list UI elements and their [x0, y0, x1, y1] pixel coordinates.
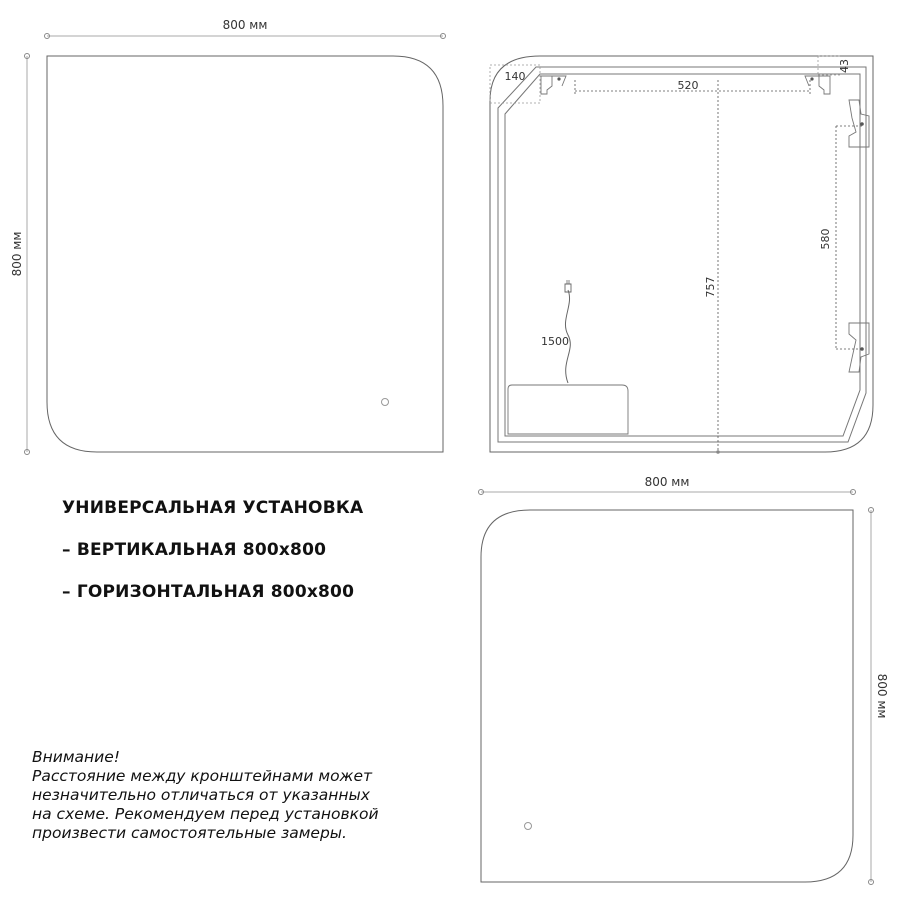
note-line: незначительно отличаться от указанных [32, 786, 370, 804]
horizontal-width-label: 800 мм [644, 475, 690, 489]
install-vertical: – ВЕРТИКАЛЬНАЯ 800х800 [62, 540, 327, 560]
back-view [490, 56, 873, 454]
front-width-label: 800 мм [222, 18, 268, 32]
note-heading: Внимание! [32, 748, 120, 766]
power-box [508, 385, 628, 434]
back-frame-outer [498, 67, 866, 442]
back-mirror-outline [490, 56, 873, 452]
warning-note [32, 748, 462, 843]
note-line: произвести самостоятельные замеры. [32, 824, 347, 842]
front-view [10, 18, 446, 455]
touch-sensor-icon [525, 823, 532, 830]
front-mirror-outline [47, 56, 443, 452]
back-frame-inner [505, 74, 860, 436]
front-height-label: 800 мм [10, 231, 24, 277]
horizontal-mirror-outline [481, 510, 853, 882]
cable-length-label: 1500 [541, 335, 569, 348]
bracket-top-left [541, 76, 566, 94]
bracket-span-label: 520 [677, 79, 699, 92]
note-line: на схеме. Рекомендуем перед установкой [32, 805, 379, 823]
vertical-dimension-label: 757 [704, 276, 717, 298]
corner-dimension-label: 140 [504, 70, 526, 83]
install-horizontal: – ГОРИЗОНТАЛЬНАЯ 800х800 [62, 582, 355, 602]
side-span-label: 580 [819, 228, 832, 250]
touch-sensor-icon [382, 399, 389, 406]
horizontal-height-label: 800 мм [875, 673, 889, 719]
horizontal-view [479, 475, 890, 885]
top-offset-label: 43 [838, 59, 851, 73]
install-title: УНИВЕРСАЛЬНАЯ УСТАНОВКА [62, 498, 364, 518]
note-line: Расстояние между кронштейнами может [32, 767, 373, 785]
